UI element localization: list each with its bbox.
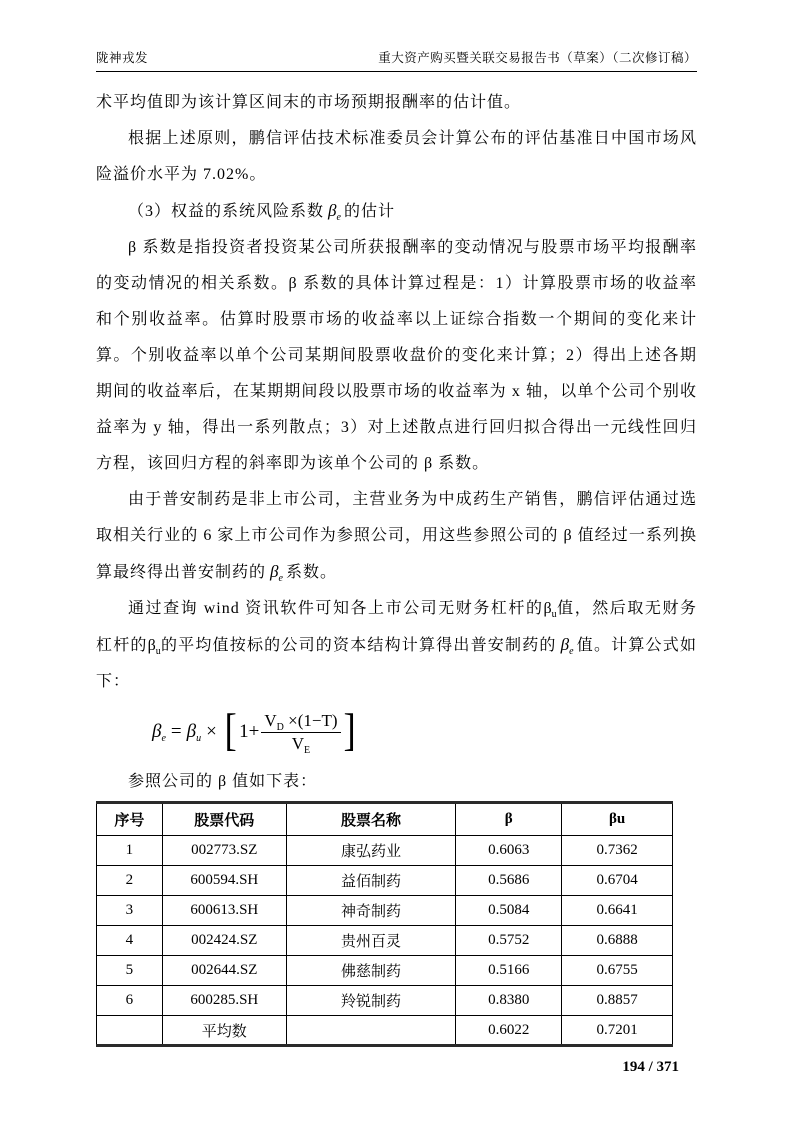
fraction-numerator: $V_D \times(1-T)$ [261,711,340,733]
cell-stock-name: 益佰制药 [286,866,456,896]
multiply-sign: × [206,721,217,742]
body-text [96,85,697,700]
cell-beta: 0.5686 [456,866,562,896]
heading-text-post: 的估计 [343,203,395,220]
cell-stock-code: 600594.SH [162,866,286,896]
cell-index: 3 [97,896,163,926]
cell-stock-name: 佛慈制药 [286,956,456,986]
beta-u-symbol: $\beta_u$ [543,600,557,620]
paragraph-comparable-companies: 由于普安制药是非上市公司，主营业务为中成药生产销售，鹏信评估通过选取相关行业的 6 家上市公司作为参照公司，用这些参照公司的 β 值经过一系列换算最终得出普安制药的 $\beta_e$ 系数。 [96,491,697,584]
cell-beta-u: 0.6641 [562,896,673,926]
table-row [97,836,673,866]
section-heading-3 [96,193,697,230]
paragraph-wind-query: 通过查询 wind 资讯软件可知各上市公司无财务杠杆的$\beta_u$值，然后取无财务杠杆的$\beta_u$的平均值按标的公司的资本结构计算得出普安制药的 $\beta_e$ 值。计算公式如下： [96,600,697,690]
paragraph-table-intro: 参照公司的 β 值如下表： [128,773,318,790]
cell-beta: 0.6063 [456,836,562,866]
table-row [97,866,673,896]
one-plus-term: 1+ [239,721,260,742]
paragraph-risk-premium: 根据上述原则，鹏信评估技术标准委员会计算公布的评估基准日中国市场风险溢价水平为 7.02%。 [96,130,697,183]
cell-beta-u: 0.6755 [562,956,673,986]
cell-stock-name: 康弘药业 [286,836,456,866]
cell-index [97,1016,163,1046]
header-cell-stock-code: 股票代码 [162,803,286,836]
beta-e-symbol: $\beta_e$ [560,635,574,657]
cell-beta: 0.6022 [456,1016,562,1046]
cell-stock-name [286,1016,456,1046]
cell-stock-name: 神奇制药 [286,896,456,926]
right-bracket: ] [343,704,356,755]
cell-beta: 0.5752 [456,926,562,956]
cell-beta: 0.5166 [456,956,562,986]
header-cell-beta-u: βu [562,803,673,836]
cell-stock-name: 贵州百灵 [286,926,456,956]
table-row-average [97,1016,673,1046]
header-cell-stock-name: 股票名称 [286,803,456,836]
equals-sign: = [170,721,182,742]
table-row [97,896,673,926]
cell-stock-code: 600285.SH [162,986,286,1016]
header-company-name: 陇神戎发 [96,51,149,65]
paragraph-beta-definition: β 系数是指投资者投资某公司所获报酬率的变动情况与股票市场平均报酬率的变动情况的相关系数。β 系数的具体计算过程是：1）计算股票市场的收益率和个别收益率。估算时股票市场的收益率以上证综合指数一个期间的变化来计算。个别收益率以单个公司某期间股票收盘价的变化来计算；2）得出上述各期期间的收益率后，在某期期间段以股票市场的收益率为 x 轴，以单个公司个别收益率为 y 轴，得出一系列散点；3）对上述散点进行回归拟合得出一元线性回归方程，该回归方程的斜率即为该单个公司的 β 系数。 [96,239,697,472]
formula-beta-u: $\beta_u$ [186,721,202,744]
table-row [97,986,673,1016]
page-number: 194 / 371 [622,1059,679,1075]
beta-values-table [96,801,673,1047]
cell-index: 5 [97,956,163,986]
cell-index: 2 [97,866,163,896]
table-row [97,926,673,956]
cell-beta: 0.8380 [456,986,562,1016]
header-report-title: 重大资产购买暨关联交易报告书（草案）（二次修订稿） [378,51,697,65]
cell-stock-code: 002424.SZ [162,926,286,956]
cell-index: 6 [97,986,163,1016]
left-bracket: [ [224,704,237,755]
cell-beta-u: 0.7201 [562,1016,673,1046]
cell-index: 4 [97,926,163,956]
page-content [96,48,697,1076]
table-header-row [97,803,673,836]
cell-beta: 0.5084 [456,896,562,926]
beta-e-symbol: $\beta_e$ [270,562,283,584]
cell-average-label: 平均数 [162,1016,286,1046]
table-intro-wrap [96,764,697,800]
header-cell-beta: β [456,803,562,836]
table-row [97,956,673,986]
cell-stock-code: 600613.SH [162,896,286,926]
beta-u-symbol: $\beta_u$ [147,637,161,657]
running-header [96,48,697,72]
beta-formula [152,700,697,764]
fraction [261,711,340,754]
cell-beta-u: 0.6704 [562,866,673,896]
fraction-denominator: $V_E$ [291,733,311,756]
paragraph-continuation: 术平均值即为该计算区间末的市场预期报酬率的估计值。 [96,94,522,111]
beta-e-symbol: $\beta_e$ [328,201,341,223]
cell-stock-name: 羚锐制药 [286,986,456,1016]
cell-beta-u: 0.8857 [562,986,673,1016]
heading-text-pre: （3）权益的系统风险系数 [128,203,325,220]
cell-stock-code: 002773.SZ [162,836,286,866]
cell-stock-code: 002644.SZ [162,956,286,986]
formula-beta-e: $\beta_e$ [152,721,166,744]
cell-index: 1 [97,836,163,866]
header-cell-index: 序号 [97,803,163,836]
cell-beta-u: 0.7362 [562,836,673,866]
cell-beta-u: 0.6888 [562,926,673,956]
